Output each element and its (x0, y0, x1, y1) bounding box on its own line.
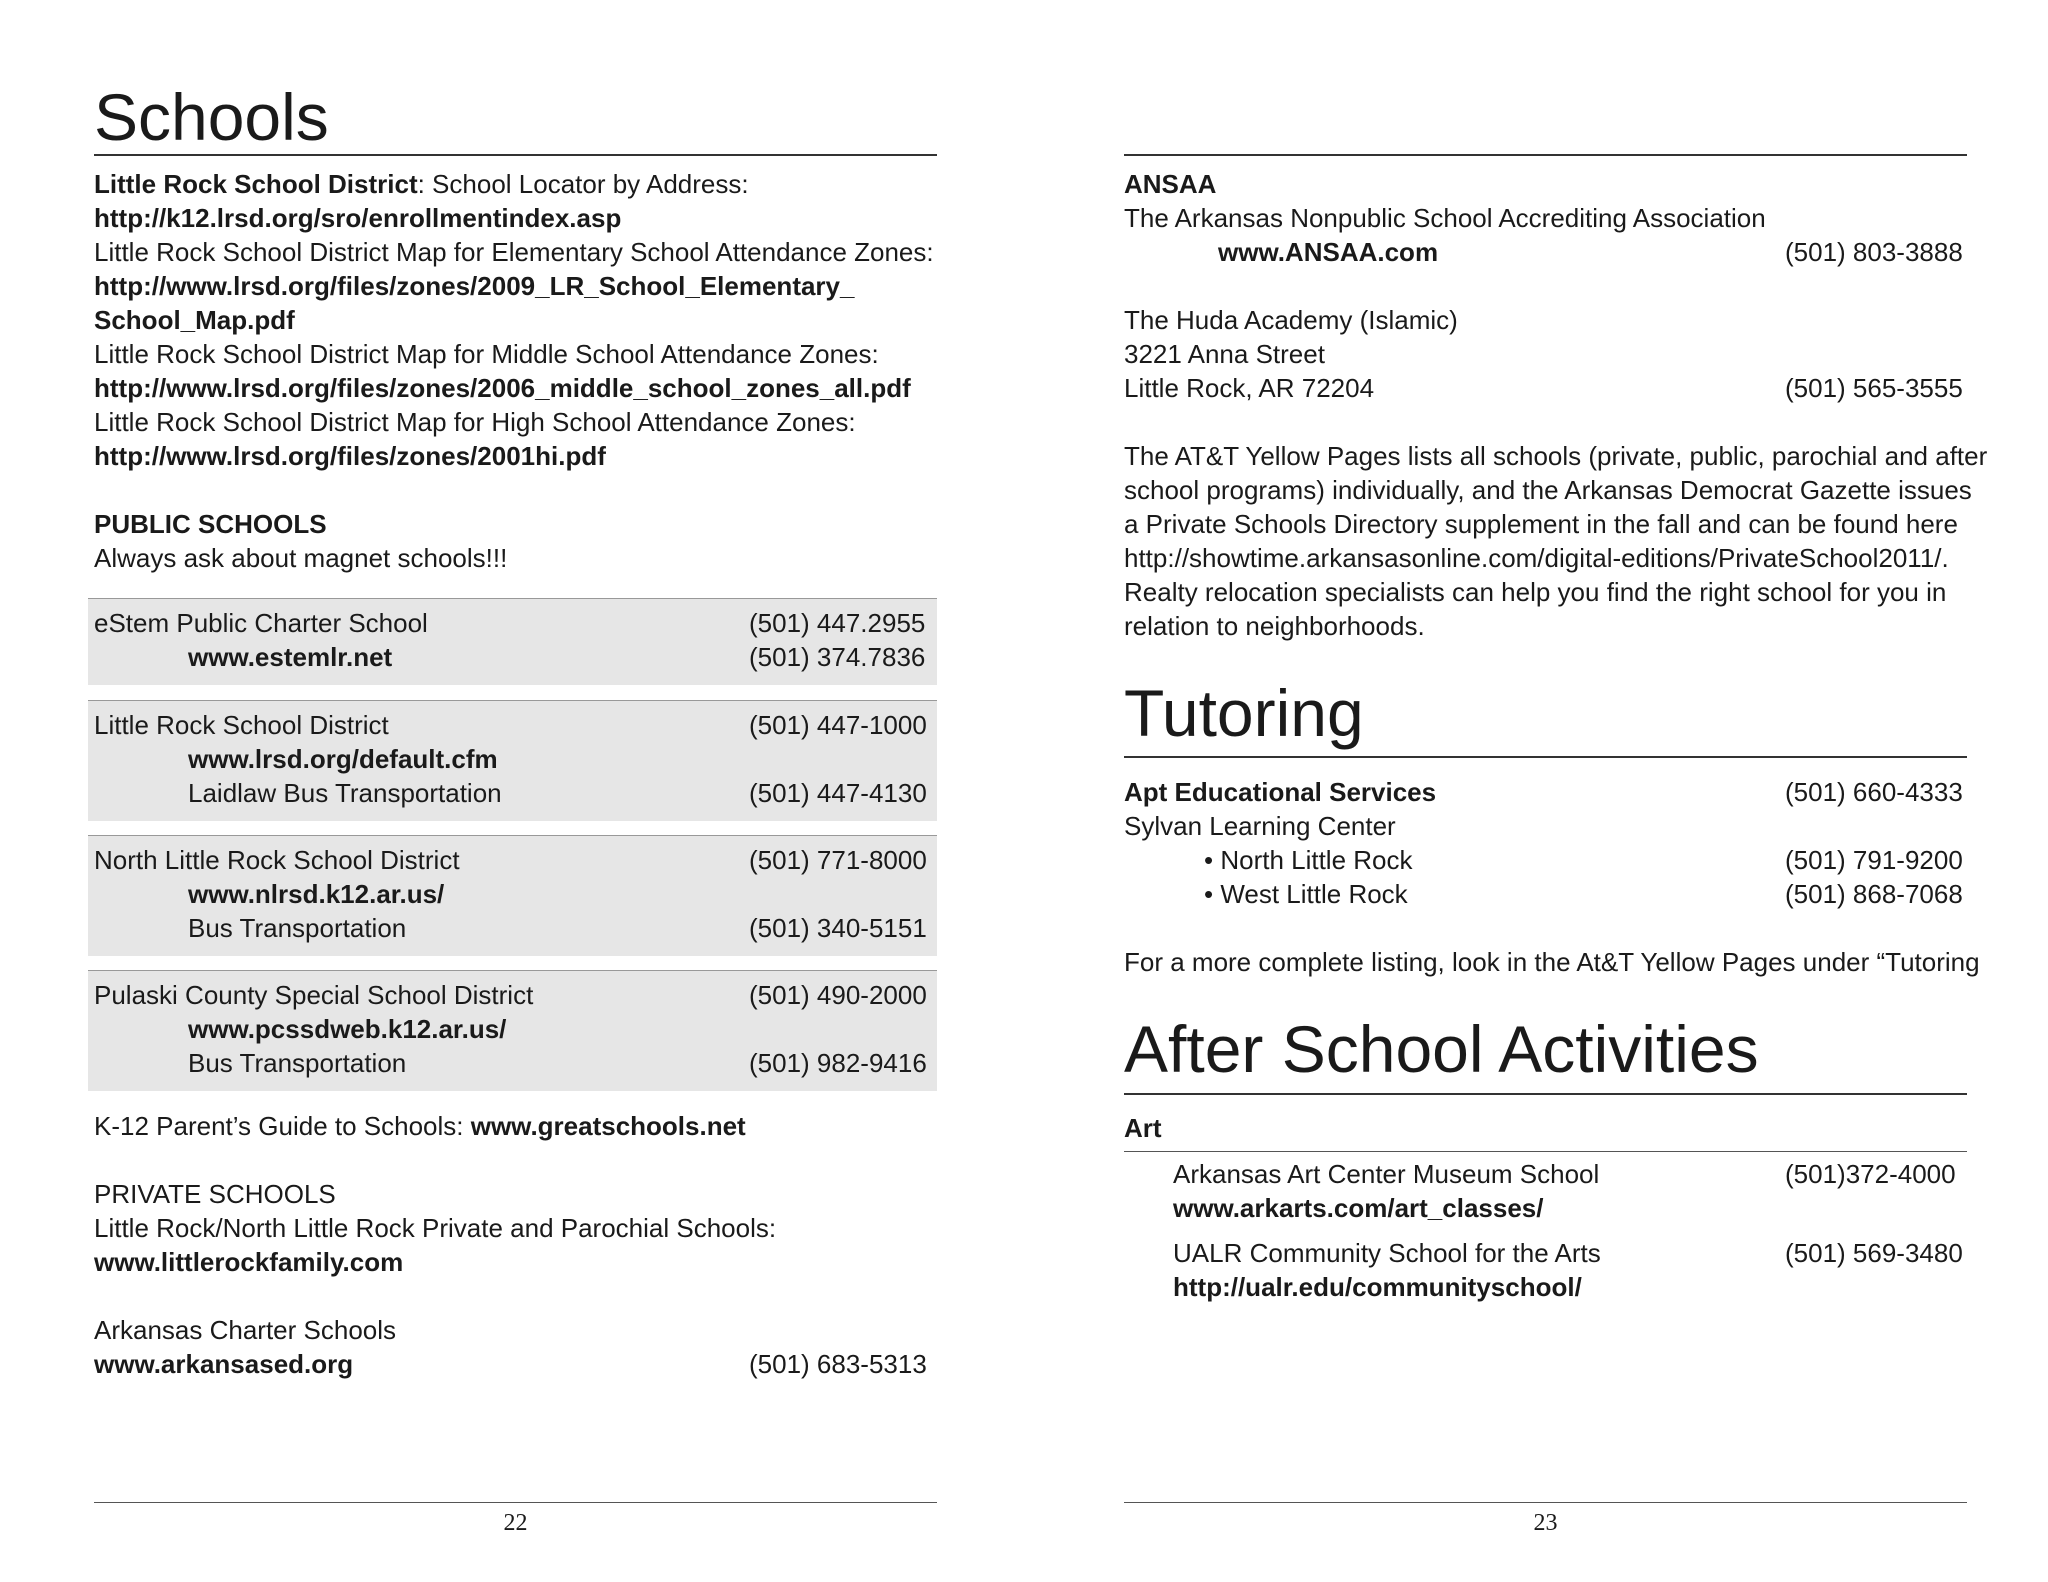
page-number: 23 (1533, 1510, 1558, 1536)
huda-name: The Huda Academy (Islamic) (1124, 305, 1458, 335)
district-name: Pulaski County Special School District (94, 980, 534, 1010)
ansaa-name: The Arkansas Nonpublic School Accrediting Association (1124, 203, 1766, 233)
district-url-phone: (501) 374.7836 (749, 642, 926, 672)
district-transport: Bus Transportation (188, 1048, 407, 1078)
middle-map-label: Little Rock School District Map for Middle School Attendance Zones: (94, 339, 879, 369)
ansaa-url[interactable]: www.ANSAA.com (1218, 237, 1439, 267)
ansaa-phone: (501) 803-3888 (1785, 237, 1963, 267)
district-phone: (501) 447-1000 (749, 710, 927, 740)
middle-map-url[interactable]: http://www.lrsd.org/files/zones/2006_middle_school_zones_all.pdf (94, 373, 911, 403)
public-schools-note: Always ask about magnet schools!!! (94, 543, 508, 573)
district-transport-phone: (501) 447-4130 (749, 778, 927, 808)
district-phone: (501) 771-8000 (749, 845, 927, 875)
top-rule (1124, 154, 1967, 156)
after-school-title: After School Activities (1124, 1012, 1759, 1086)
elementary-map-url-2[interactable]: School_Map.pdf (94, 305, 295, 335)
art-rule (1124, 1151, 1967, 1152)
paragraph-line: relation to neighborhoods. (1124, 611, 1425, 641)
paragraph-line: a Private Schools Directory supplement in the fall and can be found here (1124, 509, 1958, 539)
district-transport: Laidlaw Bus Transportation (188, 778, 502, 808)
paragraph-line: The AT&T Yellow Pages lists all schools (private, public, parochial and after (1124, 441, 1988, 471)
district-box-estem (88, 598, 937, 685)
paragraph-line: school programs) individually, and the Arkansas Democrat Gazette issues (1124, 475, 1972, 505)
tutoring-note: For a more complete listing, look in the At&T Yellow Pages under “Tutoring (1124, 947, 1980, 977)
district-phone: (501) 447.2955 (749, 608, 926, 638)
district-url[interactable]: www.nlrsd.k12.ar.us/ (188, 879, 445, 909)
huda-street: 3221 Anna Street (1124, 339, 1325, 369)
charter-url[interactable]: www.arkansased.org (94, 1349, 354, 1379)
private-schools-url[interactable]: www.littlerockfamily.com (94, 1247, 404, 1277)
high-map-url[interactable]: http://www.lrsd.org/files/zones/2001hi.pdf (94, 441, 606, 471)
sylvan-location: • West Little Rock (1204, 879, 1408, 909)
sylvan-location: • North Little Rock (1204, 845, 1413, 875)
yellow-pages-paragraph (1124, 439, 1988, 643)
art-item-url[interactable]: http://ualr.edu/communityschool/ (1173, 1272, 1582, 1302)
district-box-pcssd (88, 970, 937, 1091)
district-name: Little Rock School District (94, 710, 389, 740)
huda-phone: (501) 565-3555 (1785, 373, 1963, 403)
district-url[interactable]: www.pcssdweb.k12.ar.us/ (188, 1014, 507, 1044)
lrsd-label: Little Rock School District (94, 169, 418, 199)
after-school-rule (1124, 1093, 1967, 1095)
lrsd-locator-url[interactable]: http://k12.lrsd.org/sro/enrollmentindex.asp (94, 203, 622, 233)
district-name: eStem Public Charter School (94, 608, 428, 638)
private-schools-label: Little Rock/North Little Rock Private and Parochial Schools: (94, 1213, 777, 1243)
charter-label: Arkansas Charter Schools (94, 1315, 397, 1345)
art-item-name: UALR Community School for the Arts (1173, 1238, 1601, 1268)
district-url[interactable]: www.estemlr.net (188, 642, 393, 672)
paragraph-line[interactable]: http://showtime.arkansasonline.com/digital-editions/PrivateSchool2011/. (1124, 543, 1949, 573)
right-page (1124, 0, 1988, 1582)
sylvan-location-phone: (501) 868-7068 (1785, 879, 1963, 909)
elementary-map-label: Little Rock School District Map for Elementary School Attendance Zones: (94, 237, 934, 267)
art-item-url[interactable]: www.arkarts.com/art_classes/ (1173, 1193, 1544, 1223)
art-heading: Art (1124, 1113, 1162, 1143)
private-schools-heading: PRIVATE SCHOOLS (94, 1179, 336, 1209)
k12-guide-line (94, 1109, 746, 1143)
footer-rule (1124, 1502, 1967, 1503)
district-transport-phone: (501) 982-9416 (749, 1048, 927, 1078)
k12-label: K-12 Parent’s Guide to Schools: (94, 1111, 471, 1141)
tutoring-title: Tutoring (1124, 676, 1364, 750)
charter-phone: (501) 683-5313 (749, 1349, 927, 1379)
page-title: Schools (94, 80, 329, 154)
district-transport: Bus Transportation (188, 913, 407, 943)
paragraph-line: Realty relocation specialists can help you find the right school for you in (1124, 577, 1947, 607)
lrsd-locator-text: : School Locator by Address: (417, 169, 749, 199)
tutoring-rule (1124, 756, 1967, 758)
huda-city: Little Rock, AR 72204 (1124, 373, 1375, 403)
title-rule (94, 154, 937, 156)
sylvan-name: Sylvan Learning Center (1124, 811, 1396, 841)
art-item-phone: (501) 569-3480 (1785, 1238, 1963, 1268)
public-schools-heading: PUBLIC SCHOOLS (94, 509, 327, 539)
left-page (94, 0, 937, 1582)
page-number: 22 (503, 1510, 528, 1536)
district-phone: (501) 490-2000 (749, 980, 927, 1010)
apt-phone: (501) 660-4333 (1785, 777, 1963, 807)
elementary-map-url-1[interactable]: http://www.lrsd.org/files/zones/2009_LR_School_Elementary_ (94, 271, 855, 301)
ansaa-heading: ANSAA (1124, 169, 1217, 199)
lrsd-locator-line (94, 167, 749, 201)
footer-rule (94, 1502, 937, 1503)
district-name: North Little Rock School District (94, 845, 460, 875)
district-transport-phone: (501) 340-5151 (749, 913, 927, 943)
art-item-phone: (501)372-4000 (1785, 1159, 1956, 1189)
district-url[interactable]: www.lrsd.org/default.cfm (188, 744, 498, 774)
k12-url[interactable]: www.greatschools.net (470, 1111, 746, 1141)
art-item-name: Arkansas Art Center Museum School (1173, 1159, 1600, 1189)
apt-name: Apt Educational Services (1124, 777, 1437, 807)
sylvan-location-phone: (501) 791-9200 (1785, 845, 1963, 875)
high-map-label: Little Rock School District Map for High School Attendance Zones: (94, 407, 856, 437)
district-box-lrsd (88, 700, 937, 821)
district-box-nlrsd (88, 835, 937, 956)
